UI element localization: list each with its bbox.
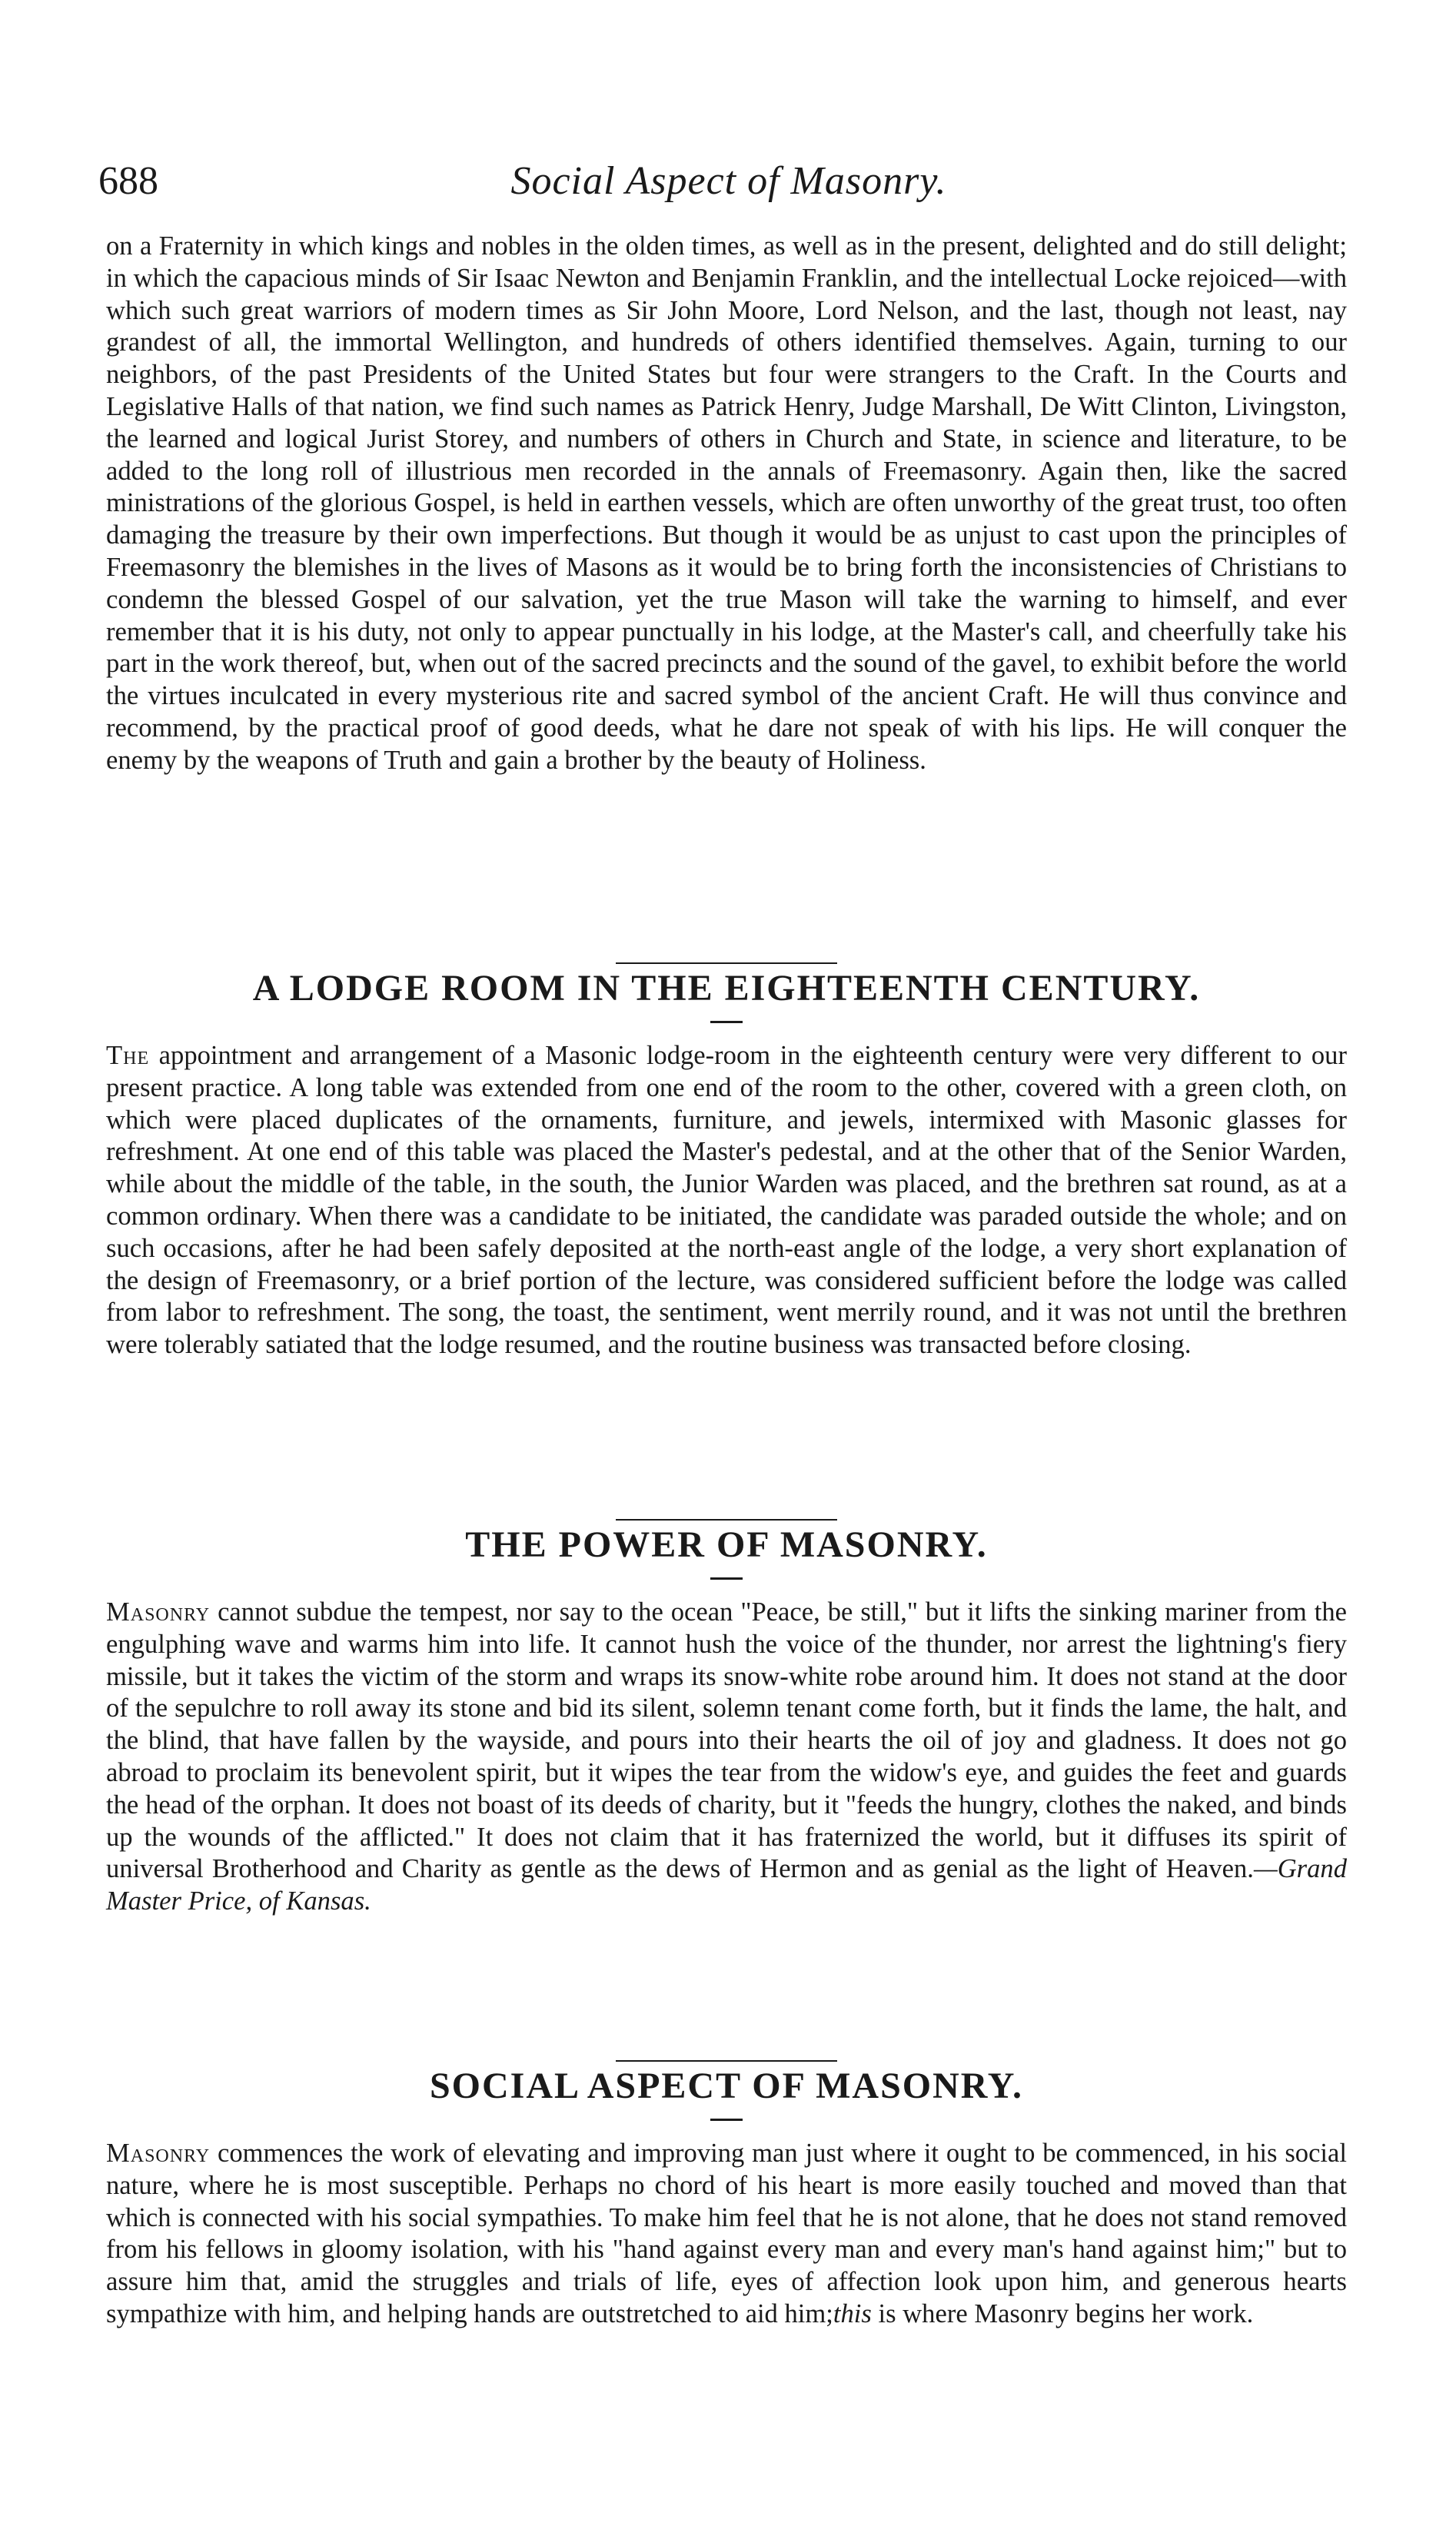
lead-word: The (106, 1041, 150, 1070)
intro-block (106, 231, 1347, 777)
page-header (98, 158, 1359, 212)
paragraph-text: appointment and arrangement of a Masonic lodge-room in the eighteenth century were very different to our present practice. A long table was extended from one end of the room to the other, covered with a green cloth, on which were placed duplicates of the ornaments, furniture, and jewels, intermixed with Masonic glasses for refreshment. At one end of this table was placed the Master's pedestal, and at the other that of the Senior Warden, while about the middle of the table, in the south, the Junior Warden was placed, and the brethren sat round, as at a common ordinary. When there was a candidate to be initiated, the candidate was paraded outside the whole; and on such occasions, after he had been safely deposited at the north-east angle of the lodge, a very short explanation of the design of Freemasonry, or a brief portion of the lecture, was considered sufficient before the lodge was called from labor to refreshment. The song, the toast, the sentiment, went merrily round, and it was not until the brethren were tolerably satiated that the lodge resumed, and the routine business was transacted before closing. (106, 1041, 1347, 1360)
title-dash (710, 2119, 743, 2121)
section-paragraph (106, 1597, 1347, 1918)
lead-word: Masonry (106, 1597, 211, 1627)
section-lodge-room (106, 962, 1347, 1361)
paragraph-text: cannot subdue the tempest, nor say to the ocean "Peace, be still," but it lifts the sinking mariner from the engulphing wave and warms him into life. It cannot hush the voice of the thunder, nor arrest the lightning's fiery missile, but it takes the victim of the storm and wraps its snow-white robe around him. It does not stand at the door of the sepulchre to roll away its stone and bid its silent, solemn tenant come forth, but it finds the lame, the halt, and the blind, that have fallen by the wayside, and pours into their hearts the oil of joy and gladness. It does not go abroad to proclaim its benevolent spirit, but it wipes the tear from the widow's eye, and guides the feet and guards the head of the orphan. It does not boast of its deeds of charity, but it "feeds the hungry, clothes the naked, and binds up the wounds of the afflicted." It does not claim that it has fraternized the world, but it diffuses its spirit of universal Brotherhood and Charity as gentle as the dews of Hermon and as genial as the light of Heaven. (106, 1597, 1347, 1884)
emphasis-word: this (833, 2298, 872, 2328)
running-title: Social Aspect of Masonry. (510, 159, 947, 203)
paragraph-text: commences the work of elevating and improving man just where it ought to be commenced, in his social nature, where he is most susceptible. Perhaps no chord of his heart is more easily touched and moved than that which is connected with his social sympathies. To make him feel that he is not alone, that he does not stand removed from his fellows in gloomy isolation, with his "hand against every man and every man's hand against him;" but to assure him that, amid the struggles and trials of life, eyes of affection look upon him, and generous hearts sympathize with him, and helping hands are outstretched to aid him; (106, 2139, 1347, 2328)
title-dash (710, 1021, 743, 1023)
intro-paragraph: on a Fraternity in which kings and nobles in the olden times, as well as in the present, delighted and do still delight; in which the capacious minds of Sir Isaac Newton and Benjamin Franklin, and the intellectual Locke rejoiced—with which such great warriors of modern times as Sir John Moore, Lord Nelson, and the last, though not least, nay grandest of all, the immortal Wellington, and hundreds of others identified themselves. Again, turning to our neighbors, of the past Presidents of the United States but four were strangers to the Craft. In the Courts and Legislative Halls of that nation, we find such names as Patrick Henry, Judge Marshall, De Witt Clinton, Livingston, the learned and logical Jurist Storey, and numbers of others in Church and State, in science and literature, to be added to the long roll of illustrious men recorded in the annals of Freemasonry. Again then, like the sacred ministrations of the glorious Gospel, is held in earthen vessels, which are often unworthy of the great trust, too often damaging the treasure by their own imperfections. But though it would be as unjust to cast upon the principles of Freemasonry the blemishes in the lives of Masons as it would be to bring forth the inconsistencies of Christians to condemn the blessed Gospel of our salvation, yet the true Mason will take the warning to himself, and ever remember that it is his duty, not only to appear punctually in his lodge, at the Master's call, and cheerfully take his part in the work thereof, but, when out of the sacred precincts and the sound of the gavel, to exhibit before the world the virtues inculcated in every mysterious rite and sacred symbol of the ancient Craft. He will thus convince and recommend, by the practical proof of good deeds, what he dare not speak of with his lips. He will conquer the enemy by the weapons of Truth and gain a brother by the beauty of Holiness. (106, 231, 1347, 775)
page-number: 688 (98, 159, 158, 203)
title-dash (710, 1577, 743, 1580)
section-paragraph (106, 2138, 1347, 2331)
paragraph-tail: is where Masonry begins her work. (871, 2298, 1254, 2328)
section-power (106, 1519, 1347, 1918)
section-title: A LODGE ROOM IN THE EIGHTEENTH CENTURY. (252, 968, 1201, 1009)
attribution: —Grand Master Price, of Kansas. (106, 1854, 1347, 1916)
section-paragraph (106, 1040, 1347, 1361)
lead-word: Masonry (106, 2139, 211, 2168)
section-social-aspect (106, 2060, 1347, 2331)
section-title: THE POWER OF MASONRY. (465, 1524, 988, 1565)
section-title: SOCIAL ASPECT OF MASONRY. (429, 2066, 1024, 2106)
